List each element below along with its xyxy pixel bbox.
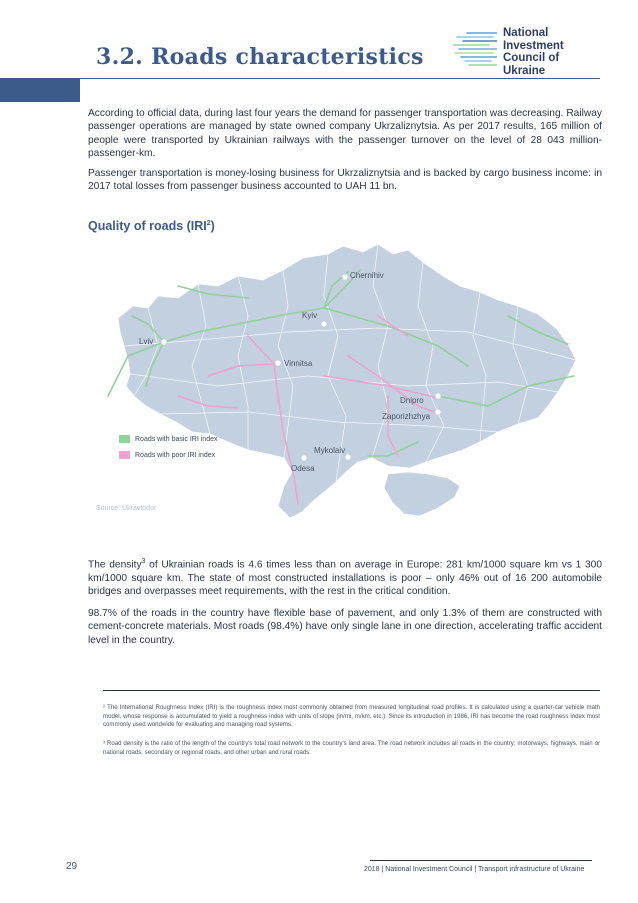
legend-basic [119, 435, 217, 443]
intro-paragraph-2: Passenger transportation is money-losing business for Ukrzaliznytsia and is backed by cargo business income: in 2017 total losses from passenger business accounted to UAH 11 bn. [88, 168, 602, 193]
city-label-chernihiv: Chernihiv [350, 271, 384, 280]
logo-line-2: Investment [503, 39, 564, 52]
striped-lines-logo-icon [453, 31, 497, 69]
map-crimea [384, 472, 460, 516]
legend-swatch-basic [119, 435, 130, 443]
density-footnote-ref: 3 [141, 558, 146, 565]
footnote-2: ² The International Roughness Index (IRI) is the roughness index most commonly obtained from measured longitudinal road profiles. It is calculated using a quarter-car vehicle math model, whose response is accumulated to yield a roughness index with units of slope (in/mi, m/km, etc.). Since its introduction in 1986, IRI has become the road roughness index most commonly used worldwide for evaluating and managing road systems. [103, 704, 600, 729]
legend-poor [119, 451, 215, 459]
map-heading [88, 219, 215, 233]
title-divider [0, 78, 600, 79]
logo-line-3: Council of Ukraine [503, 52, 560, 77]
legend-label-basic: Roads with basic IRI index [135, 435, 218, 443]
map-heading-text: Quality of roads (IRI [88, 219, 207, 233]
intro-paragraph-1: According to official data, during last four years the demand for passenger transportation was decreasing. Railway passenger operations are managed by state owned company Ukrzaliznytsia. As per 2017 results, 165 million of people were transported by Ukrainian railways with the passenger turnover on the level of 28 043 million-passenger-km. [88, 108, 602, 159]
map-source: Source: Ukravtodor [96, 505, 157, 512]
city-label-mykolaiv: Mykolaiv [314, 446, 346, 455]
footer-divider [370, 860, 592, 861]
city-label-zaporizhzhya: Zaporizhzhya [382, 412, 431, 421]
city-label-vinnitsa: Vinnitsa [284, 359, 313, 368]
logo-line-1: National [503, 27, 549, 39]
map-heading-sup: 2 [206, 219, 211, 227]
page-number: 29 [66, 861, 78, 872]
body-paragraph-4: 98.7% of the roads in the country have flexible base of pavement, and only 1.3% of them are constructed with cement-concrete materials. Most roads (98.4%) have only single lane in one direction, accelerating traffic accident level in the country. [88, 608, 602, 646]
city-label-lviv: Lviv [139, 337, 154, 346]
city-label-odesa: Odesa [291, 464, 315, 473]
footnote-divider [103, 690, 600, 691]
city-label-dnipro: Dnipro [400, 396, 424, 405]
logo [453, 27, 603, 77]
legend-label-poor: Roads with poor IRI index [135, 451, 216, 459]
density-text-start: The density [88, 559, 142, 571]
logo-text [503, 27, 603, 77]
page-title: 3.2. Roads characteristics [96, 44, 424, 70]
density-text-rest: of Ukrainian roads is 4.6 times less than on average in Europe: 281 km/1000 square km vs 1 300 km/1000 square km. The state of most constructed installations is poor – only 46% out of 16 200 automobile bridges and overpasses meet requirements, with the rest in the critical condition. [88, 559, 602, 597]
legend-swatch-poor [119, 451, 130, 459]
footer-text: 2018 | National Investment Council | Transport infrastructure of Ukraine [364, 866, 585, 873]
city-label-kyiv: Kyiv [302, 311, 318, 320]
body-paragraph-3 [88, 555, 602, 598]
map-heading-end: ) [210, 219, 215, 233]
section-marker-block [0, 79, 80, 102]
ukraine-road-map [88, 236, 602, 526]
footnote-3: ³ Road density is the ratio of the length of the country's total road network to the country's land area. The road network includes all roads in the country: motorways, highways, main or national roads, secondary or regional roads, and other urban and rural roads. [103, 740, 600, 756]
